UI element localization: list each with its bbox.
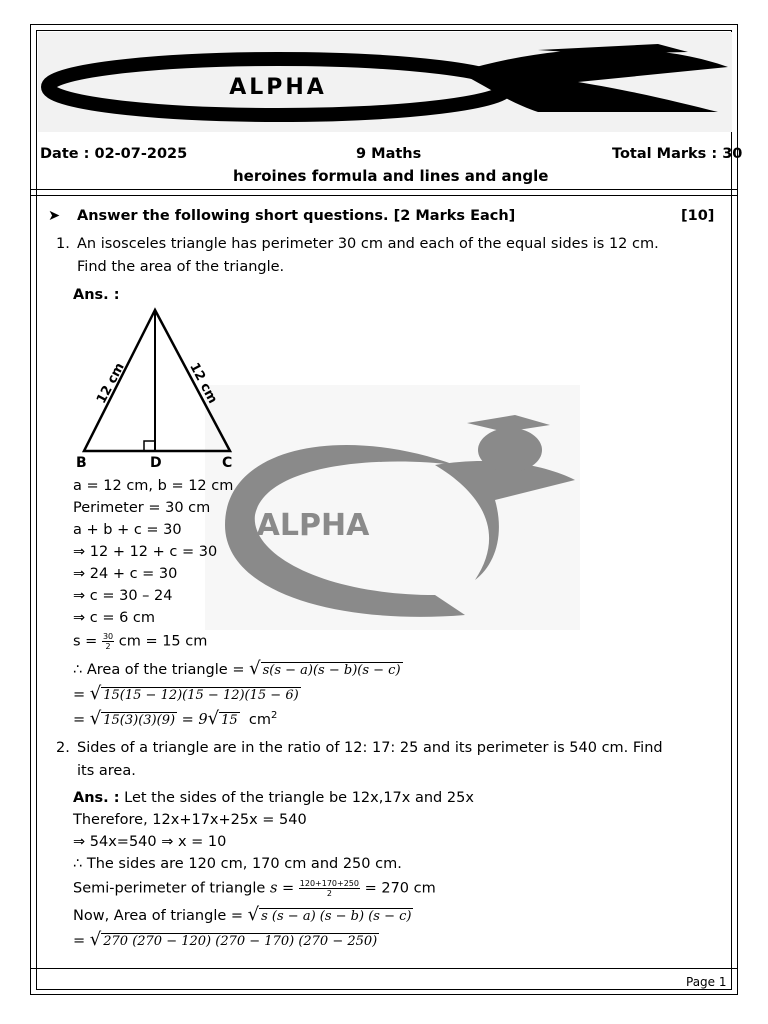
area-unit: cm <box>248 712 271 728</box>
q1-step-3: a + b + c = 30 <box>73 522 182 538</box>
q2-step-3: ∴ The sides are 120 cm, 170 cm and 250 cm. <box>73 856 402 872</box>
semi-frac-num: 120+170+250 <box>299 879 359 888</box>
alpha-watermark <box>205 385 580 630</box>
q2-answer <box>73 790 474 806</box>
triangle-figure <box>70 303 245 473</box>
semi-s: s = <box>269 880 295 897</box>
s-frac-den: 2 <box>105 642 111 651</box>
divider-top <box>31 189 737 190</box>
q1-number: 1. <box>56 236 70 252</box>
q2-step-2: ⇒ 54x=540 ⇒ x = 10 <box>73 834 227 850</box>
q2-answer-text: Let the sides of the triangle be 12x,17x and 25x <box>119 790 474 806</box>
q2-text-line2: its area. <box>77 763 136 779</box>
divider-top-2 <box>31 195 737 196</box>
side-label-left: 12 cm <box>93 360 128 407</box>
q2-area-prefix: Now, Area of triangle = <box>73 908 248 924</box>
arrow-icon: ➤ <box>48 208 61 224</box>
q1-area-line1: ∴ Area of the triangle = √ s(s − a)(s − b)(s − c) <box>73 658 401 679</box>
q2-area-line1: Now, Area of triangle = √ s (s − a) (s − b) (s − c) <box>73 904 412 925</box>
area-formula: s(s − a)(s − b)(s − c) <box>262 663 401 678</box>
exam-title: heroines formula and lines and angle <box>233 167 549 185</box>
exam-date: Date : 02-07-2025 <box>40 146 188 162</box>
alpha-logo <box>38 32 732 132</box>
exam-subject: 9 Maths <box>356 146 422 162</box>
q2-answer-label: Ans. : <box>73 790 120 806</box>
q2-number: 2. <box>56 740 70 756</box>
area-result: = 9 <box>181 712 208 728</box>
side-label-right: 12 cm <box>186 360 221 407</box>
q1-area-line2: = √ 15(15 − 12)(15 − 12)(15 − 6) <box>73 683 299 704</box>
s-prefix: s = <box>73 633 102 650</box>
section-marks: [10] <box>681 208 715 224</box>
area-simplified: 15(3)(3)(9) <box>103 713 176 728</box>
q1-step-4: ⇒ 12 + 12 + c = 30 <box>73 544 218 560</box>
watermark-text: ALPHA <box>256 508 370 543</box>
q1-step-6: ⇒ c = 30 – 24 <box>73 588 173 604</box>
semi-frac-den: 2 <box>326 889 332 898</box>
q1-text-line2: Find the area of the triangle. <box>77 259 285 275</box>
point-c: C <box>222 455 233 471</box>
q2-text-line1: Sides of a triangle are in the ratio of 12: 17: 25 and its perimeter is 540 cm. Find <box>77 740 663 756</box>
q1-semi-perimeter <box>73 632 207 651</box>
q2-area-line2: = √ 270 (270 − 120) (270 − 170) (270 − 250) <box>73 929 378 950</box>
q1-step-5: ⇒ 24 + c = 30 <box>73 566 178 582</box>
q1-step-7: ⇒ c = 6 cm <box>73 610 156 626</box>
semi-suffix: = 270 cm <box>359 880 436 897</box>
total-marks: Total Marks : 30 <box>612 146 743 162</box>
area-prefix: ∴ Area of the triangle <box>73 662 233 678</box>
point-b: B <box>76 455 87 471</box>
area-result-radicand: 15 <box>221 713 238 728</box>
header-logo-banner <box>38 32 732 132</box>
divider-footer <box>31 968 737 969</box>
q2-semi-perimeter <box>73 879 436 898</box>
q1-step-2: Perimeter = 30 cm <box>73 500 211 516</box>
q2-area-formula: s (s − a) (s − b) (s − c) <box>261 909 412 924</box>
semi-prefix: Semi-perimeter of triangle <box>73 880 270 897</box>
area-substituted: 15(15 − 12)(15 − 12)(15 − 6) <box>103 688 299 703</box>
s-frac-num: 30 <box>102 632 114 641</box>
page-number: Page 1 <box>686 975 727 989</box>
q1-answer-label: Ans. : <box>73 287 120 303</box>
area-unit-sup: 2 <box>271 710 278 722</box>
logo-text: ALPHA <box>229 75 327 100</box>
section-instruction: Answer the following short questions. [2 Marks Each] <box>77 208 516 224</box>
q1-text-line1: An isosceles triangle has perimeter 30 cm and each of the equal sides is 12 cm. <box>77 236 659 252</box>
semi-fraction <box>299 879 360 898</box>
point-d: D <box>150 455 162 471</box>
q1-area-line3: = √ 15(3)(3)(9) = 9√ 15 $cm^2$ <box>73 708 278 729</box>
s-fraction <box>102 632 114 651</box>
q1-step-1: a = 12 cm, b = 12 cm <box>73 478 234 494</box>
s-suffix: cm = 15 cm <box>114 633 208 650</box>
q2-area-substituted: 270 (270 − 120) (270 − 170) (270 − 250) <box>103 934 378 949</box>
q2-step-1: Therefore, 12x+17x+25x = 540 <box>73 812 307 828</box>
